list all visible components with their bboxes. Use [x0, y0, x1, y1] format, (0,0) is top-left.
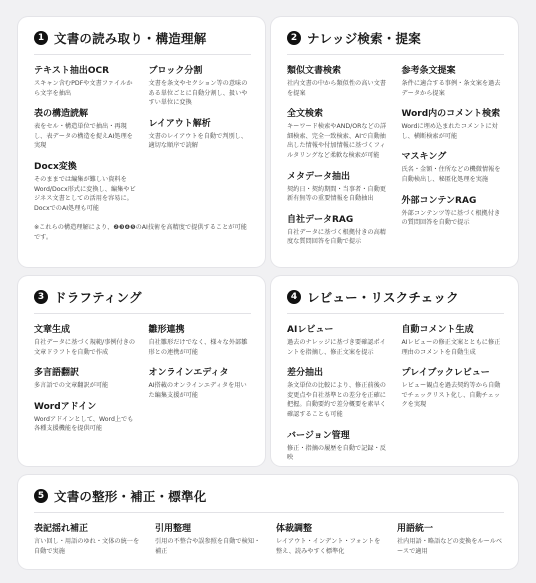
feature-title: 表記揺れ補正: [34, 524, 89, 534]
card-document-understanding: [18, 17, 265, 267]
feature-description: 自社雛形だけでなく、様々な外部雛形との連携が可能: [148, 339, 248, 356]
feature-item: [402, 322, 505, 357]
feature-item: [397, 521, 504, 556]
feature-description: 契約日・契約期間・当事者・自動更新有無等の重要情報を自動抽出: [287, 185, 386, 203]
card-title: レビュー・リスクチェック: [307, 290, 459, 305]
feature-description: レビュー観点を過去契約等から自動でチェックリスト化し、自動チェックを実現: [401, 382, 501, 409]
feature-title: メタデータ抽出: [287, 171, 351, 182]
feature-item: [155, 521, 262, 556]
feature-item: [149, 63, 252, 108]
feature-title: Word内のコメント検索: [401, 109, 501, 120]
feature-description: AIレビューの修正文案とともに修正理由のコメントを自動生成: [401, 339, 501, 356]
feature-item: [287, 428, 390, 463]
feature-item: [287, 63, 390, 98]
feature-title: AIレビュー: [287, 325, 334, 335]
feature-title: レイアウト解析: [148, 118, 211, 129]
feature-description: 修正・指摘の履歴を自動で記録・反映: [287, 444, 386, 462]
feature-description: 表をセル・構造単位で抽出・再現し、表データの構造を捉えAI処理を実現: [34, 123, 133, 150]
feature-title: テキスト抽出OCR: [34, 66, 110, 76]
feature-title: 文章生成: [34, 325, 71, 335]
feature-item: [402, 365, 505, 410]
feature-item: [287, 365, 390, 419]
feature-description: 自社データに基づく規範/事例付きの文章ドラフトを自動で作成: [34, 339, 136, 356]
feature-title: 表の構造読解: [34, 109, 89, 120]
card-header: [287, 288, 504, 314]
card-header: [287, 29, 504, 55]
feature-description: 条件に適合する事例・条文案を過去データから提案: [401, 80, 501, 97]
feature-description: 多言語での文章翻訳が可能: [34, 382, 109, 390]
feature-title: オンラインエディタ: [148, 368, 229, 379]
feature-title: バージョン管理: [287, 430, 350, 441]
feature-title: 類似文書検索: [287, 66, 342, 76]
feature-item: [34, 63, 137, 98]
feature-description: キーワード検索やAND/ORなどの詳細検索、完全一致検索、AIで自動抽出した情報や付加情報に基づくフィルタリングなど柔軟な検索が可能: [287, 123, 387, 160]
card-title: ナレッジ検索・提案: [307, 31, 421, 46]
feature-title: 体裁調整: [276, 524, 313, 534]
card-knowledge-search: [271, 17, 518, 267]
feature-item: [34, 106, 137, 151]
card-title: 文書の読み取り・構造理解: [54, 31, 207, 46]
card-review-risk-check: [271, 276, 518, 466]
feature-item: [34, 521, 141, 556]
feature-title: 雛形連携: [148, 325, 185, 335]
feature-description: 氏名・金額・住所などの機微情報を自動検出し、秘匿化処理を実施: [401, 166, 501, 184]
feature-description: レイアウト・インデント・フォントを整え、読みやすく標準化: [276, 538, 381, 555]
feature-title: プレイブックレビュー: [401, 368, 490, 379]
feature-item: [402, 63, 505, 98]
feature-title: 全文検索: [287, 109, 324, 120]
number-badge: 1: [34, 31, 48, 45]
card-formatting-standardization: [18, 475, 518, 569]
feature-title: Wordアドイン: [34, 401, 97, 412]
feature-description: Wordアドインとして、Word上でも各種支援機能を提供可能: [34, 415, 134, 433]
feature-item: [149, 322, 252, 357]
feature-item: [402, 193, 505, 228]
card-header: [34, 29, 251, 55]
feature-item: [149, 365, 252, 400]
feature-item: [287, 322, 390, 357]
feature-description: 過去のナレッジに基づき要確認ポイントを指摘し、修正文案を提示: [287, 339, 386, 356]
feature-description: 文書のレイアウトを自動で判別し、適切な順序で読解: [148, 132, 248, 150]
feature-title: 自動コメント生成: [401, 325, 474, 335]
feature-title: 引用整理: [155, 524, 192, 534]
feature-item: [402, 149, 505, 184]
card-header: [34, 288, 251, 314]
feature-description: AI搭載のオンラインエディタを用いた編集支援が可能: [148, 382, 247, 399]
feature-description: 条文単位の比較により、修正前後の変更点や自社基準との差分を正確に把握。自動要約で差分概要を素早く確認することも可能: [287, 382, 386, 419]
feature-description: 社内文書の中から類似性の高い文書を提案: [287, 80, 386, 97]
number-badge: 3: [34, 290, 48, 304]
feature-title: 多言語翻訳: [34, 368, 80, 379]
feature-item: [34, 365, 137, 391]
feature-item: [287, 106, 390, 160]
feature-description: 外部コンテンツ等に基づく根拠付きの質問回答を自動で提示: [401, 209, 501, 227]
feature-title: 参考条文提案: [401, 66, 456, 76]
feature-item: [34, 322, 137, 357]
feature-title: 用語統一: [397, 524, 434, 534]
card-title: ドラフティング: [54, 290, 142, 305]
card-header: [34, 487, 504, 513]
feature-description: 自社データに基づく根拠付きの高精度な質問回答を自動で提示: [287, 228, 386, 246]
feature-title: Docx変換: [34, 162, 77, 173]
feature-item: [34, 159, 137, 213]
feature-item: [287, 169, 390, 204]
feature-description: スキャン含むPDFや文書ファイルから文字を抽出: [34, 80, 133, 97]
feature-title: 外部コンテンRAG: [401, 195, 477, 206]
footnote: ※これらの構造理解により、❷❸❹❺のAI技術を高精度で提供することが可能です。: [34, 224, 247, 242]
number-badge: 5: [34, 489, 48, 503]
feature-description: 言い回し・用語のゆれ・文体の統一を自動で実施: [34, 538, 140, 555]
feature-description: 引用の不整合や誤参照を自動で検知・補正: [155, 538, 261, 555]
feature-title: マスキング: [401, 152, 447, 163]
feature-item: [287, 212, 390, 247]
feature-description: 文書を条文やセクション等の意味のある単位ごとに自動分割し、扱いやすい単位に変換: [148, 80, 248, 107]
feature-item: [402, 106, 505, 141]
feature-description: 社内用語・略語などの変換をルールベースで適用: [397, 538, 503, 555]
feature-item: [34, 399, 137, 434]
feature-title: 差分抽出: [287, 368, 324, 379]
number-badge: 4: [287, 290, 301, 304]
feature-description: Wordに埋め込まれたコメントに対し、横断検索が可能: [401, 123, 498, 140]
card-title: 文書の整形・補正・標準化: [54, 489, 207, 504]
card-drafting: [18, 276, 265, 466]
feature-description: そのままでは編集が難しい資料をWord/Docx形式に変換し、編集やビジネス文書としての活用を容易に。DocxでのAI処理も可能: [34, 176, 136, 212]
feature-item: [276, 521, 383, 556]
feature-title: 自社データRAG: [287, 214, 354, 225]
feature-title: ブロック分割: [148, 66, 203, 76]
feature-item: [149, 116, 252, 151]
number-badge: 2: [287, 31, 301, 45]
